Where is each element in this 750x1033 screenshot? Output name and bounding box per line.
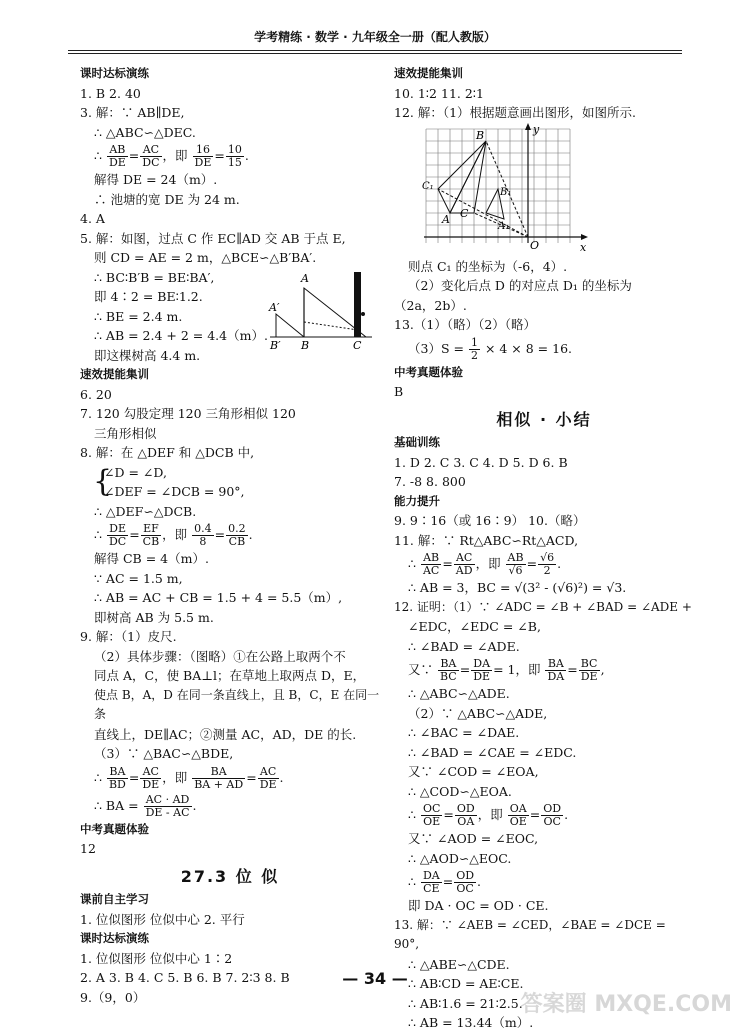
equation-line: ∴ $\frac{DA}{CE}$ = $\frac{OD}{OC}$ . bbox=[408, 869, 482, 895]
answer-line: ∴ △AOD∽△EOC. bbox=[408, 850, 512, 866]
answer-line: ∴ AB = 2.4 + 2 = 4.4（m）. bbox=[94, 328, 268, 343]
equation-line: ∴ $\frac{DE}{DC}$ = $\frac{EF}{CB}$ ，即 $\frac{0.4}{8}$ = $\frac{0.2}{CB}$ . bbox=[94, 522, 253, 548]
label-B1: B₁ bbox=[500, 186, 512, 198]
answer-line: 1. 位似图形 位似中心 1∶2 bbox=[80, 950, 233, 966]
label-O: O bbox=[530, 238, 540, 252]
answer-line: 4. A bbox=[80, 211, 105, 226]
answer-line: （2）变化后点 D 的对应点 D₁ 的坐标为 bbox=[408, 278, 632, 293]
section-heading: 能力提升 bbox=[394, 493, 440, 508]
answer-line: 7. -8 8. 800 bbox=[394, 474, 466, 489]
answer-line: ∴ △ABC∽△ADE. bbox=[408, 686, 510, 701]
answer-line: 8. 解：在 △DEF 和 △DCB 中, bbox=[80, 445, 255, 460]
answer-line: ∴ BE = 2.4 m. bbox=[94, 308, 183, 324]
answer-line: B bbox=[394, 384, 404, 399]
label-Bp: B′ bbox=[270, 339, 281, 350]
answer-line: 9. 解：（1）皮尺. bbox=[80, 629, 177, 644]
page-header: 学考精练 · 数学 · 九年级全一册（配人教版） bbox=[254, 30, 496, 44]
right-column bbox=[394, 64, 694, 1033]
answer-line: ∴ △ABE∽△CDE. bbox=[408, 956, 510, 972]
answer-line: 11. 解：∵ Rt△ABC∽Rt△ACD, bbox=[394, 532, 579, 548]
answer-line: 则点 C₁ 的坐标为（-6，4）. bbox=[408, 258, 568, 274]
answer-line: ∴ AB = 13.44（m）. bbox=[408, 1015, 534, 1030]
section-heading: 中考真题体验 bbox=[394, 364, 463, 379]
answer-line: 解得 DE = 24（m）. bbox=[94, 172, 218, 187]
answer-line: 9.（9，0） bbox=[80, 989, 146, 1005]
equation-line: ∴ BA = $\frac{AC \cdot AD}{DE - AC}$ . bbox=[94, 792, 197, 819]
equation-line: ∴ $\frac{AB}{DE}$ = $\frac{AC}{DC}$ ，即 $\frac{16}{DE}$ = $\frac{10}{15}$ . bbox=[94, 143, 249, 169]
answer-line: 即 4∶2 = BE∶1.2. bbox=[94, 289, 203, 304]
fraction: $\frac{AC}{DC}$ bbox=[142, 143, 160, 169]
answer-line: 同点 A，C，使 BA⊥l；在草地上取两点 D，E， bbox=[94, 668, 366, 683]
label-A1: A₁ bbox=[498, 220, 510, 232]
answer-line: ∴ 池塘的宽 DE 为 24 m. bbox=[94, 191, 240, 207]
section-heading: 课时达标演练 bbox=[80, 66, 149, 80]
label-A: A bbox=[301, 272, 309, 285]
equation-line: 又∵ $\frac{BA}{BC}$ = $\frac{DA}{DE}$ = 1，即 $\frac{BA}{DA}$ = $\frac{BC}{DE}$ , bbox=[408, 657, 605, 683]
label-x: x bbox=[580, 240, 587, 254]
answer-line: 直线上，DE∥AC；②测量 AC，AD，DE 的长. bbox=[94, 726, 357, 742]
equation-line: ∴ $\frac{AB}{AC}$ = $\frac{AC}{AD}$ ，即 $\frac{AB}{√6}$ = $\frac{√6}{2}$ . bbox=[408, 551, 562, 577]
section-heading: 基础训练 bbox=[394, 435, 440, 449]
answer-line: ∴ AB = 3，BC = √(3² - (√6)²) = √3. bbox=[408, 580, 627, 595]
label-C: C bbox=[460, 206, 469, 220]
answer-line: 则 CD = AE = 2 m，△BCE∽△B′BA′. bbox=[94, 250, 317, 265]
label-A: A bbox=[442, 212, 450, 226]
answer-line: 即树高 AB 为 5.5 m. bbox=[94, 609, 214, 625]
answer-line: ∴ AB∶1.6 = 21∶2.5. bbox=[408, 995, 523, 1011]
section-title: 相似 · 小结 bbox=[496, 409, 592, 429]
answer-line: 又∵ ∠COD = ∠EOA, bbox=[408, 764, 539, 779]
answer-line: ∴ △DEF∽△DCB. bbox=[94, 503, 197, 519]
answer-line: （2）∵ △ABC∽△ADE, bbox=[408, 705, 548, 721]
answer-line: 10. 1∶2 11. 2∶1 bbox=[394, 85, 484, 101]
brace-system bbox=[80, 463, 380, 502]
equation-line: ∴ $\frac{OC}{OE}$ = $\frac{OD}{OA}$ ，即 $\frac{OA}{OE}$ = $\frac{OD}{OC}$ . bbox=[408, 802, 569, 828]
answer-line: （2a，2b）. bbox=[394, 297, 467, 313]
page-number: — 34 — bbox=[342, 969, 408, 988]
answer-line: 3. 解：∵ AB∥DE, bbox=[80, 105, 185, 120]
answer-line: ∴ ∠BAC = ∠DAE. bbox=[408, 725, 520, 740]
answer-line: 1. 位似图形 位似中心 2. 平行 bbox=[80, 911, 245, 927]
coordinate-grid-figure bbox=[416, 123, 596, 257]
watermark: 答案圈 MXQE.COM bbox=[520, 992, 732, 1017]
answer-line: ∠EDC，∠EDC = ∠B, bbox=[408, 619, 541, 634]
header-rule-thin bbox=[68, 53, 682, 54]
label-B: B bbox=[301, 339, 310, 350]
answer-line: 12. 证明：（1）∵ ∠ADC = ∠B + ∠BAD = ∠ADE + bbox=[394, 599, 692, 614]
answer-line: 12. 解：（1）根据题意画出图形，如图所示. bbox=[394, 105, 637, 120]
brace-glyph: { bbox=[93, 463, 113, 499]
label-C1: C₁ bbox=[422, 180, 434, 192]
answer-line: 即 DA · OC = OD · CE. bbox=[408, 898, 549, 913]
answer-line: 1. D 2. C 3. C 4. D 5. D 6. B bbox=[394, 454, 568, 470]
answer-line: 12 bbox=[80, 841, 96, 856]
answer-line: 9. 9∶16（或 16∶9） 10.（略） bbox=[394, 513, 586, 528]
answer-line: ∠DEF = ∠DCB = 90°, bbox=[104, 484, 245, 499]
tree-shadow-figure bbox=[268, 266, 378, 350]
label-B: B bbox=[476, 128, 485, 142]
answer-line: 13.（1）（略）（2）（略） bbox=[394, 317, 537, 332]
answer-line: 1. B 2. 40 bbox=[80, 85, 141, 101]
equation-line: （3）S = $\frac{1}{2}$ × 4 × 8 = 16. bbox=[408, 335, 573, 362]
header-rule bbox=[68, 50, 682, 51]
equation-line: ∴ $\frac{BA}{BD}$ = $\frac{AC}{DE}$ ，即 $\frac{BA}{BA + AD}$ = $\frac{AC}{DE}$ . bbox=[94, 764, 284, 791]
answer-line: ∴ AB = AC + CB = 1.5 + 4 = 5.5（m）, bbox=[94, 590, 343, 605]
answer-line: 2. A 3. B 4. C 5. B 6. B 7. 2∶3 8. B bbox=[80, 970, 290, 985]
answer-line: ∠D = ∠D, bbox=[104, 464, 167, 480]
answer-line: 使点 B，A，D 在同一条直线上，且 B，C，E 在同一条 bbox=[94, 687, 380, 721]
left-column bbox=[80, 64, 380, 1007]
section-heading: 速效提能集训 bbox=[80, 367, 149, 381]
answer-line: 13. 解：∵ ∠AEB = ∠CED，∠BAE = ∠DCE = 90°, bbox=[394, 917, 666, 951]
answer-line: ∴ AB∶CD = AE∶CE. bbox=[408, 976, 524, 991]
answer-line: （2）具体步骤：（图略）①在公路上取两个不 bbox=[94, 648, 346, 664]
answer-line: 5. 解：如图，过点 C 作 EC∥AD 交 AB 于点 E, bbox=[80, 230, 346, 246]
fraction: $\frac{AB}{DE}$ bbox=[108, 143, 126, 169]
fraction: $\frac{10}{15}$ bbox=[227, 143, 242, 169]
fraction: $\frac{16}{DE}$ bbox=[194, 143, 212, 169]
answer-line: 解得 CB = 4（m）. bbox=[94, 551, 209, 566]
answer-line: ∴ △COD∽△EOA. bbox=[408, 783, 512, 799]
section-heading: 速效提能集训 bbox=[394, 66, 463, 80]
answer-line: 三角形相似 bbox=[94, 425, 157, 441]
answer-line: 6. 20 bbox=[80, 386, 112, 402]
section-title: 27.3 位 似 bbox=[180, 866, 280, 886]
answer-line: ∴ ∠BAD = ∠CAE = ∠EDC. bbox=[408, 744, 577, 760]
section-heading: 课时达标演练 bbox=[80, 931, 149, 945]
answer-line: ∴ BC∶B′B = BE∶BA′, bbox=[94, 269, 215, 285]
text: ∴ bbox=[94, 148, 102, 163]
answer-line: 即这棵树高 4.4 m. bbox=[94, 347, 201, 363]
answer-line: （3）∵ △BAC∽△BDE, bbox=[94, 746, 234, 761]
label-Ap: A′ bbox=[269, 301, 280, 314]
section-heading: 课前自主学习 bbox=[80, 892, 149, 906]
answer-line: ∵ AC = 1.5 m, bbox=[94, 570, 183, 586]
problem5-block bbox=[80, 248, 380, 365]
label-y: y bbox=[533, 122, 540, 136]
section-heading: 中考真题体验 bbox=[80, 821, 149, 836]
answer-line: 7. 120 勾股定理 120 三角形相似 120 bbox=[80, 406, 296, 421]
answer-line: 又∵ ∠AOD = ∠EOC, bbox=[408, 831, 539, 846]
answer-line: ∴ ∠BAD = ∠ADE. bbox=[408, 638, 520, 654]
answer-line: ∴ △ABC∽△DEC. bbox=[94, 124, 196, 140]
label-C: C bbox=[353, 339, 362, 350]
